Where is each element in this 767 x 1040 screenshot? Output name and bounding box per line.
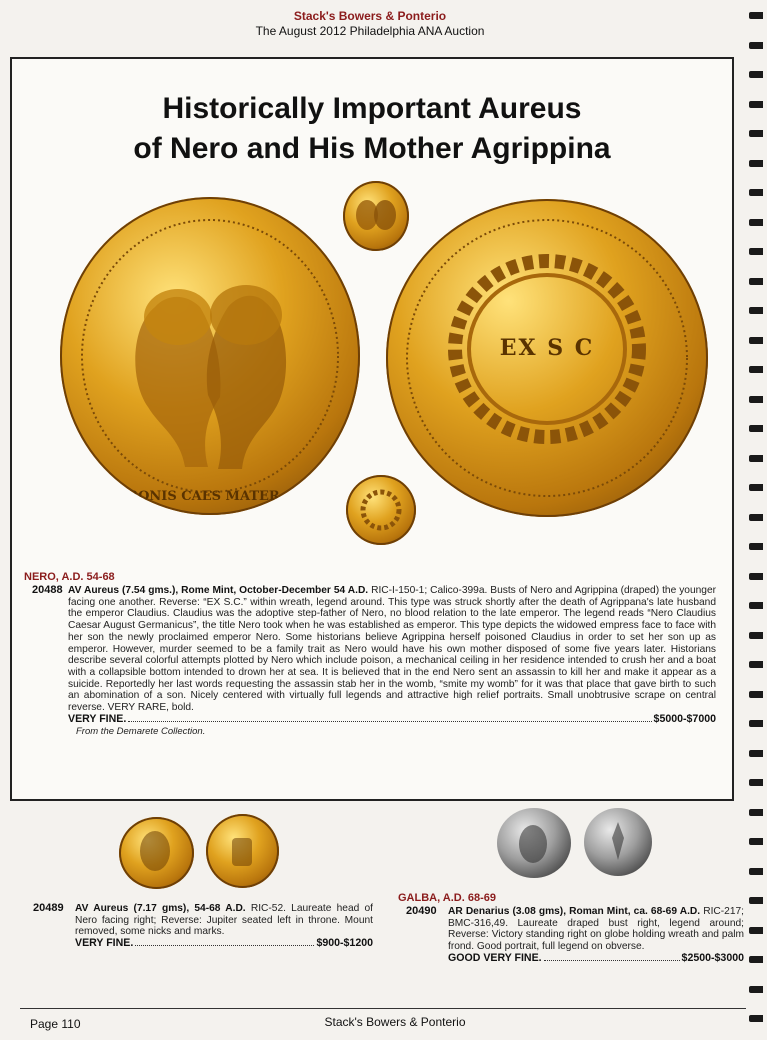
lot-estimate: $5000-$7000 — [653, 712, 716, 725]
binding-ring — [749, 160, 763, 167]
reverse-inscription: EX S C — [499, 335, 595, 361]
lot-description — [68, 585, 716, 714]
binding-ring — [749, 248, 763, 255]
feature-title — [12, 89, 732, 169]
lot-description — [448, 906, 744, 953]
lot-details: RIC-217; BMC-316,49. Laureate draped bust right, legend around; Reverse: Victory standing right on globe holding wreath and palm frond. Good portrait, full legend on obverse. — [448, 906, 744, 953]
binding-ring — [749, 543, 763, 550]
lot-headline: AR Denarius (3.08 gms), Roman Mint, ca. 68-69 A.D. — [448, 906, 701, 917]
binding-ring — [749, 868, 763, 875]
lot-price-line — [448, 953, 744, 965]
binding-ring — [749, 632, 763, 639]
lot-grade: GOOD VERY FINE. — [448, 951, 542, 964]
lot-details: RIC-52. Laureate head of Nero facing right; Reverse: Jupiter seated left in throne. Mount removed, some nicks and marks. — [75, 903, 373, 938]
footer-divider — [20, 1008, 746, 1009]
lot-number: 20488 — [32, 584, 63, 596]
binding-ring — [749, 986, 763, 993]
lot-headline: AV Aureus (7.54 gms.), Rome Mint, October-December 54 A.D. — [68, 585, 369, 596]
binding-ring — [749, 307, 763, 314]
jupiter-seated-icon — [206, 814, 279, 888]
leader-dots — [128, 721, 651, 722]
lot-20489 — [33, 903, 373, 950]
section-nero: NERO, A.D. 54-68 — [24, 571, 115, 583]
lot-headline: AV Aureus (7.17 gms), 54-68 A.D. — [75, 903, 246, 914]
coin-20490-reverse — [584, 808, 652, 876]
lot-20488 — [32, 585, 716, 738]
thumbnail-wreath-icon — [346, 475, 416, 545]
header-auction: The August 2012 Philadelphia ANA Auction — [255, 24, 485, 38]
lot-number: 20490 — [406, 905, 437, 917]
coin-reverse-thumbnail — [346, 475, 416, 545]
lot-grade: VERY FINE. — [68, 712, 127, 725]
binding-ring — [749, 71, 763, 78]
spiral-binding — [743, 0, 767, 1040]
lot-price-line — [75, 938, 373, 950]
feature-title-line2: of Nero and His Mother Agrippina — [133, 132, 611, 165]
binding-ring — [749, 130, 763, 137]
coin-obverse-large — [60, 197, 360, 515]
binding-ring — [749, 278, 763, 285]
coin-20489-obverse — [119, 817, 194, 889]
victory-on-globe-icon — [584, 808, 652, 876]
lot-price-line — [68, 714, 716, 726]
lot-20490 — [406, 906, 744, 965]
binding-ring — [749, 189, 763, 196]
binding-ring — [749, 897, 763, 904]
binding-ring — [749, 927, 763, 934]
lot-number: 20489 — [33, 902, 64, 914]
lot-description — [75, 903, 373, 938]
header-publisher: Stack's Bowers & Ponterio — [293, 9, 447, 23]
binding-ring — [749, 514, 763, 521]
coin-obverse-thumbnail — [343, 181, 409, 251]
lot-estimate: $2500-$3000 — [681, 951, 744, 964]
feature-title-line1: Historically Important Aureus — [162, 92, 582, 125]
binding-ring — [749, 337, 763, 344]
leader-dots — [135, 945, 314, 946]
binding-ring — [749, 573, 763, 580]
binding-ring — [749, 366, 763, 373]
binding-ring — [749, 12, 763, 19]
binding-ring — [749, 750, 763, 757]
galba-head-icon — [497, 808, 571, 878]
obverse-legend: NERONIS CAES MATER · AG — [105, 489, 315, 504]
obverse-portraits-icon — [60, 197, 360, 515]
binding-ring — [749, 956, 763, 963]
binding-ring — [749, 779, 763, 786]
binding-ring — [749, 838, 763, 845]
lot-details: RIC-I-150-1; Calico-399a. Busts of Nero and Agrippina (draped) the younger facing one another. Reverse: “EX S.C.” within wreath, legend around. This type was struck shortly after the death of Agrippana's late husband the emperor Claudius. Claudius was the adoptive step-father of Nero, no blood relation to the late emperor. The legend reads “Nero Claudius Caesar August Germanicus”, the title Nero took when he was established as emperor. This type depicts the widowed empress face to face with her son the newly proclaimed emperor Nero. Some historians believe Agrippina herself poisoned Claudius in order to set her son up as emperor. However, murder seemed to be a family trait as Nero would have his own mother disposed of some five years later. Historians describe several colorful attempts plotted by Nero which include poison, a mechanical ceiling in her residence intended to crush her and a boat with a collapsible bottom intended to drown her at sea. It is believed that in the end Nero sent an assassin to kill her and make it appear as a suicide. Reportedly her last words requesting the assassin stab her in the womb, “smite my womb” for it was that place that gave birth to such an abomination of a son. Nicely centered with virtually full legends and attractive high relief portraits. Small unobtrusive scrape on central reverse. VERY RARE, bold. — [68, 585, 717, 714]
binding-ring — [749, 691, 763, 698]
section-galba: GALBA, A.D. 68-69 — [398, 892, 497, 904]
page-number: Page 110 — [30, 1017, 81, 1031]
thumbnail-portraits-icon — [343, 181, 409, 251]
binding-ring — [749, 809, 763, 816]
binding-ring — [749, 396, 763, 403]
page-header — [0, 8, 740, 39]
binding-ring — [749, 661, 763, 668]
lot-estimate: $900-$1200 — [316, 937, 373, 950]
leader-dots — [544, 960, 680, 961]
coin-20489-reverse — [206, 814, 279, 888]
binding-ring — [749, 720, 763, 727]
lot-provenance: From the Demarete Collection. — [76, 726, 206, 738]
binding-ring — [749, 219, 763, 226]
binding-ring — [749, 455, 763, 462]
lot-grade: VERY FINE. — [75, 937, 134, 950]
binding-ring — [749, 602, 763, 609]
coin-reverse-large — [386, 199, 708, 517]
binding-ring — [749, 425, 763, 432]
footer-publisher: Stack's Bowers & Ponterio — [324, 1015, 466, 1029]
nero-head-icon — [119, 817, 194, 889]
binding-ring — [749, 42, 763, 49]
coin-20490-obverse — [497, 808, 571, 878]
binding-ring — [749, 484, 763, 491]
featured-lot-panel — [10, 57, 734, 801]
binding-ring — [749, 101, 763, 108]
